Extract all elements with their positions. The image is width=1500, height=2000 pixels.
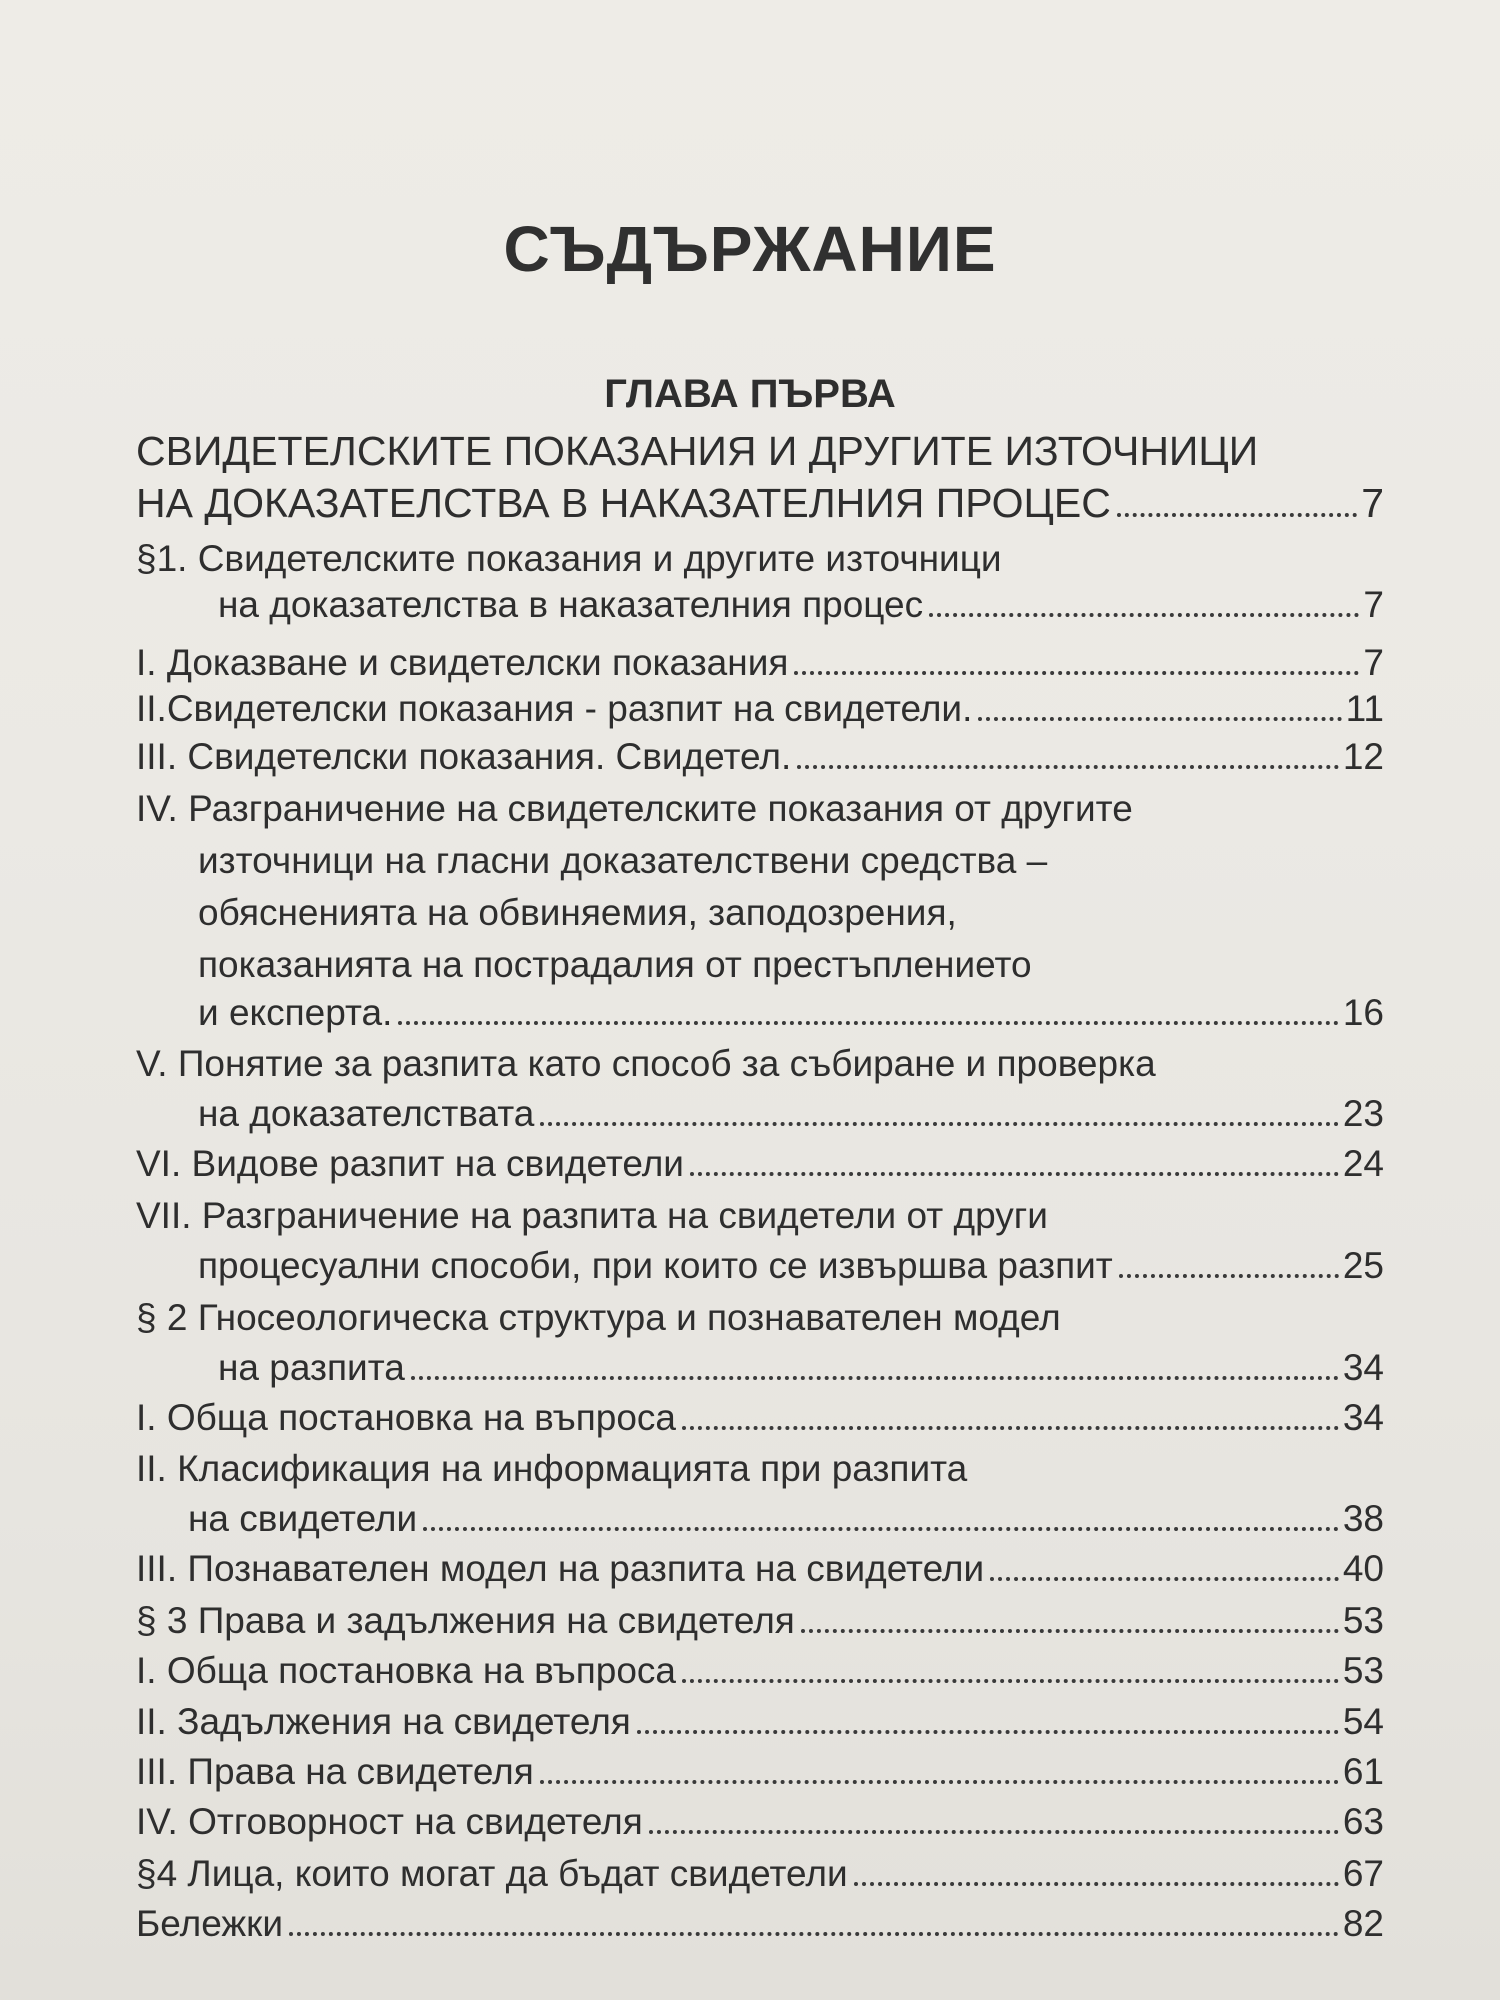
toc-entry-text: II.Свидетелски показания - разпит на свидетели. bbox=[136, 688, 973, 729]
page-number: 34 bbox=[1342, 1347, 1384, 1388]
toc-entry-text: I. Обща постановка на въпроса bbox=[136, 1650, 676, 1691]
dot-leader bbox=[797, 765, 1339, 769]
dot-leader bbox=[929, 613, 1359, 617]
dot-leader bbox=[637, 1730, 1339, 1734]
toc-entry-s2-iii[interactable] bbox=[136, 1546, 1384, 1592]
dot-leader bbox=[794, 671, 1359, 675]
page-number: 38 bbox=[1342, 1498, 1384, 1539]
chapter-title-line-2: НА ДОКАЗАТЕЛСТВА В НАКАЗАТЕЛНИЯ ПРОЦЕС bbox=[136, 480, 1111, 526]
toc-entry-s4[interactable] bbox=[136, 1851, 1384, 1897]
toc-entry-text: §4 Лица, които могат да бъдат свидетели bbox=[136, 1853, 848, 1894]
toc-s1-line-2: на доказателства в наказателния процес bbox=[218, 584, 924, 625]
toc-entry-s2[interactable] bbox=[218, 1345, 1384, 1391]
toc-entry-text: I. Обща постановка на въпроса bbox=[136, 1397, 676, 1438]
page-number: 40 bbox=[1342, 1548, 1384, 1589]
page-number: 82 bbox=[1342, 1903, 1384, 1944]
dot-leader bbox=[801, 1629, 1339, 1633]
toc-entry-text: III. Права на свидетеля bbox=[136, 1751, 534, 1792]
toc-s2-ii-line-1: II. Класификация на информацията при разпита bbox=[136, 1448, 968, 1489]
page-number: 34 bbox=[1342, 1397, 1384, 1438]
page-number: 25 bbox=[1342, 1245, 1384, 1286]
dot-leader bbox=[854, 1882, 1339, 1886]
toc-entry-text: VI. Видове разпит на свидетели bbox=[136, 1143, 684, 1184]
dot-leader bbox=[540, 1780, 1339, 1784]
dot-leader bbox=[411, 1376, 1339, 1380]
toc-entry-text: II. Задължения на свидетеля bbox=[136, 1701, 631, 1742]
page-number: 12 bbox=[1342, 736, 1384, 777]
dot-leader bbox=[1117, 513, 1357, 517]
toc-s2-line-1: § 2 Гносеологическа структура и познавателен модел bbox=[136, 1297, 1061, 1338]
toc-entry-text: I. Доказване и свидетелски показания bbox=[136, 642, 789, 683]
toc-entry-s3-iii[interactable] bbox=[136, 1749, 1384, 1795]
toc-s1-iv-line-2: източници на гласни доказателствени средства – bbox=[198, 840, 1048, 881]
toc-entry-s1-ii[interactable] bbox=[136, 686, 1384, 732]
chapter-title-line-1: СВИДЕТЕЛСКИТЕ ПОКАЗАНИЯ И ДРУГИТЕ ИЗТОЧНИЦИ bbox=[136, 428, 1259, 474]
toc-entry-s1-iv[interactable] bbox=[198, 990, 1384, 1036]
toc-entry-s1-vii[interactable] bbox=[198, 1243, 1384, 1289]
toc-s1-vii-line-2: процесуални способи, при които се извършва разпит bbox=[198, 1245, 1113, 1286]
toc-s2-ii-line-2: на свидетели bbox=[188, 1498, 418, 1539]
page-number: 61 bbox=[1342, 1751, 1384, 1792]
dot-leader bbox=[289, 1932, 1339, 1936]
toc-entry-s1[interactable] bbox=[218, 582, 1384, 628]
toc-entry-text: § 3 Права и задължения на свидетеля bbox=[136, 1600, 795, 1641]
toc-entry-notes[interactable] bbox=[136, 1901, 1384, 1947]
dot-leader bbox=[978, 717, 1341, 721]
toc-s1-iv-line-1: IV. Разграничение на свидетелските показания от другите bbox=[136, 788, 1133, 829]
toc-entry-s1-iii[interactable] bbox=[136, 734, 1384, 780]
page-number: 24 bbox=[1342, 1143, 1384, 1184]
page-number: 54 bbox=[1342, 1701, 1384, 1742]
page-number: 16 bbox=[1342, 992, 1384, 1033]
page-number: 53 bbox=[1342, 1600, 1384, 1641]
dot-leader bbox=[682, 1679, 1339, 1683]
dot-leader bbox=[649, 1830, 1339, 1834]
chapter-title-line-2-entry[interactable] bbox=[136, 477, 1384, 529]
toc-entry-s3-iv[interactable] bbox=[136, 1799, 1384, 1845]
page-number: 63 bbox=[1342, 1801, 1384, 1842]
toc-s2-line-2: на разпита bbox=[218, 1347, 405, 1388]
dot-leader bbox=[423, 1527, 1339, 1531]
toc-entry-s1-v[interactable] bbox=[198, 1091, 1384, 1137]
page-title: СЪДЪРЖАНИЕ bbox=[503, 213, 997, 285]
toc-s1-line-1: §1. Свидетелските показания и другите източници bbox=[136, 538, 1002, 579]
dot-leader bbox=[690, 1172, 1339, 1176]
page-number: 53 bbox=[1342, 1650, 1384, 1691]
dot-leader bbox=[540, 1122, 1338, 1126]
page-number: 11 bbox=[1345, 688, 1384, 729]
toc-entry-s2-ii[interactable] bbox=[188, 1496, 1384, 1542]
page-number: 67 bbox=[1342, 1853, 1384, 1894]
toc-s1-iv-line-3: обясненията на обвиняемия, заподозрения, bbox=[198, 892, 957, 933]
toc-entry-s1-i[interactable] bbox=[136, 640, 1384, 686]
toc-entry-s3[interactable] bbox=[136, 1598, 1384, 1644]
chapter-label: ГЛАВА ПЪРВА bbox=[604, 372, 896, 416]
toc-s1-iv-line-4: показанията на пострадалия от престъплението bbox=[198, 944, 1032, 985]
dot-leader bbox=[990, 1577, 1339, 1581]
page-number: 23 bbox=[1342, 1093, 1384, 1134]
page-number: 7 bbox=[1361, 480, 1384, 526]
page-number: 7 bbox=[1363, 642, 1384, 683]
toc-entry-s2-i[interactable] bbox=[136, 1395, 1384, 1441]
toc-s1-vii-line-1: VII. Разграничение на разпита на свидетели от други bbox=[136, 1195, 1048, 1236]
toc-entry-s3-ii[interactable] bbox=[136, 1699, 1384, 1745]
toc-s1-v-line-1: V. Понятие за разпита като способ за събиране и проверка bbox=[136, 1043, 1156, 1084]
toc-entry-text: Бележки bbox=[136, 1903, 283, 1944]
page-number: 7 bbox=[1363, 584, 1384, 625]
toc-s1-v-line-2: на доказателствата bbox=[198, 1093, 535, 1134]
toc-entry-text: III. Свидетелски показания. Свидетел. bbox=[136, 736, 792, 777]
dot-leader bbox=[682, 1426, 1339, 1430]
dot-leader bbox=[1119, 1274, 1339, 1278]
dot-leader bbox=[398, 1021, 1338, 1025]
toc-entry-text: III. Познавателен модел на разпита на свидетели bbox=[136, 1548, 985, 1589]
toc-s1-iv-line-5: и експерта. bbox=[198, 992, 393, 1033]
toc-entry-text: IV. Отговорност на свидетеля bbox=[136, 1801, 643, 1842]
toc-entry-s3-i[interactable] bbox=[136, 1648, 1384, 1694]
toc-entry-s1-vi[interactable] bbox=[136, 1141, 1384, 1187]
